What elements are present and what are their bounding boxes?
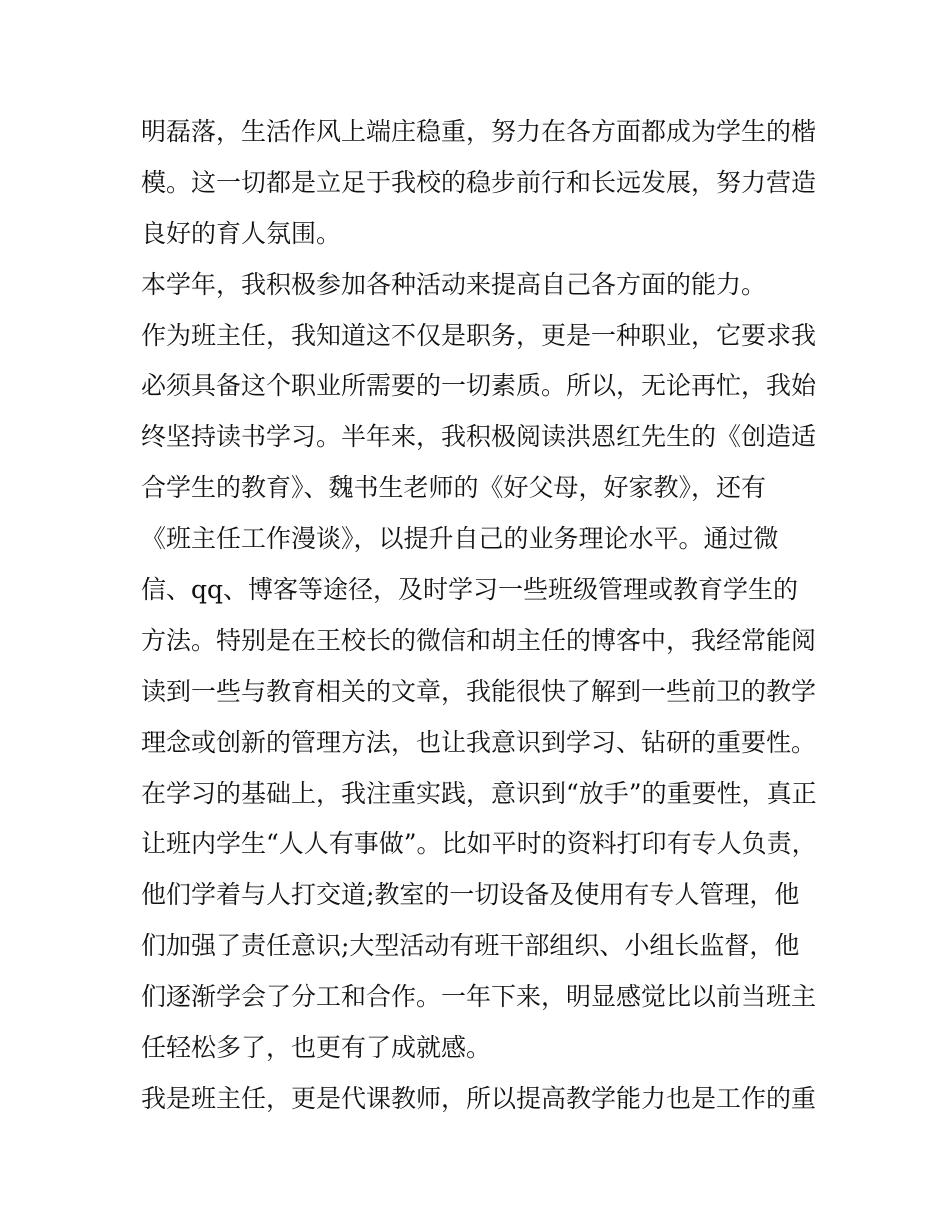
text-line: 方法。特别是在王校长的微信和胡主任的博客中，我经常能阅 <box>141 625 817 655</box>
text-line: 《班主任工作漫谈》，以提升自己的业务理论水平。通过微 <box>141 524 779 554</box>
text-line: 作为班主任，我知道这不仅是职务，更是一种职业，它要求我 <box>141 320 817 350</box>
text-line: 我是班主任，更是代课教师，所以提高教学能力也是工作的重 <box>141 1083 817 1113</box>
text-line: 本学年，我积极参加各种活动来提高自己各方面的能力。 <box>141 269 767 299</box>
text-line: 必须具备这个职业所需要的一切素质。所以，无论再忙，我始 <box>141 371 817 401</box>
text-line: 们逐渐学会了分工和合作。一年下来，明显感觉比以前当班主 <box>141 982 817 1012</box>
text-line: 们加强了责任意识;大型活动有班干部组织、小组长监督，他 <box>141 931 800 961</box>
text-line: 让班内学生“人人有事做”。比如平时的资料打印有专人负责， <box>141 829 817 859</box>
body-text <box>141 107 821 1125</box>
text-line: 良好的育人氛围。 <box>141 218 342 248</box>
text-line: 明磊落，生活作风上端庄稳重，努力在各方面都成为学生的楷 <box>141 117 817 146</box>
text-line: 信、qq、博客等途径，及时学习一些班级管理或教育学生的 <box>141 575 799 605</box>
text-line: 模。这一切都是立足于我校的稳步前行和长远发展，努力营造 <box>141 167 817 197</box>
text-line: 合学生的教育》、魏书生老师的《好父母，好家教》，还有 <box>141 473 767 503</box>
text-line: 理念或创新的管理方法，也让我意识到学习、钻研的重要性。 <box>141 727 817 757</box>
text-line: 在学习的基础上，我注重实践，意识到“放手”的重要性，真正 <box>141 778 817 808</box>
text-line: 任轻松多了，也更有了成就感。 <box>141 1033 492 1063</box>
text-line: 终坚持读书学习。半年来，我积极阅读洪恩红先生的《创造适 <box>141 422 817 452</box>
text-line: 他们学着与人打交道;教室的一切设备及使用有专人管理，他 <box>141 880 800 910</box>
text-line: 读到一些与教育相关的文章，我能很快了解到一些前卫的教学 <box>141 676 817 706</box>
